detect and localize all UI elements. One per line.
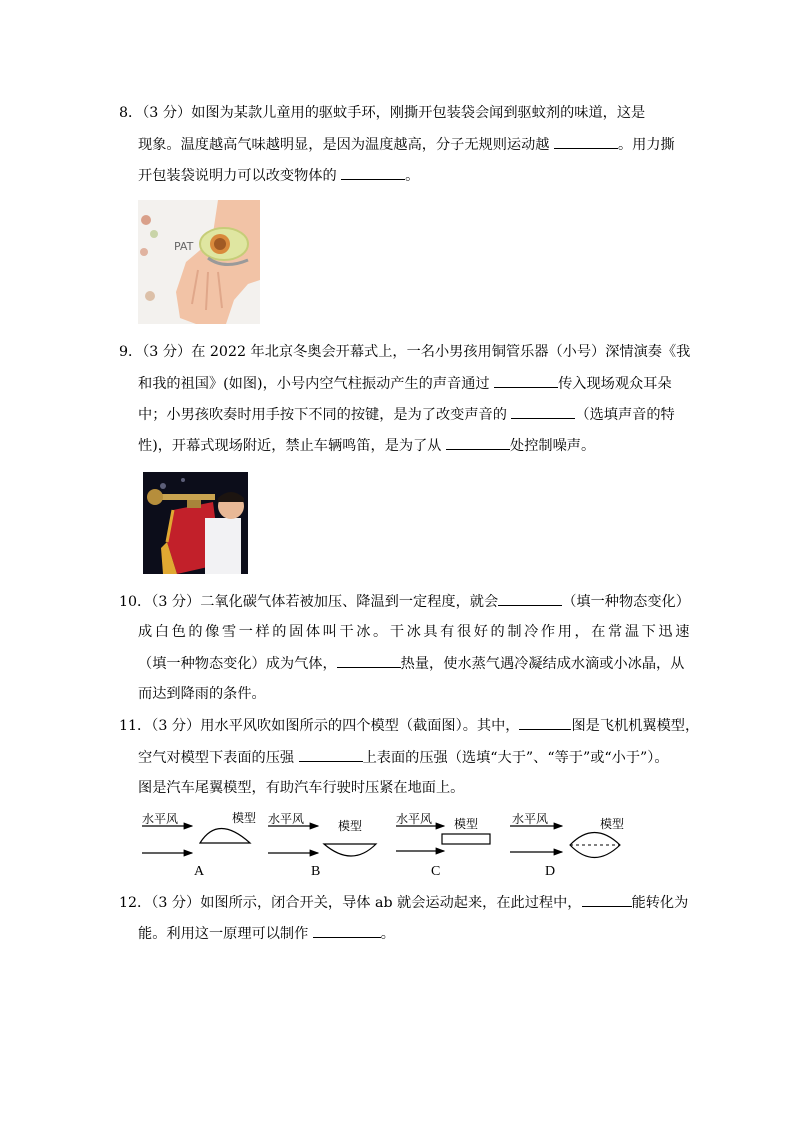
model-b-shape — [324, 844, 376, 856]
q11-line-2: 空气对模型下表面的压强 上表面的压强（选填“大于”、“等于”或“小于”）。 — [138, 747, 669, 768]
q10-line-4: 而达到降雨的条件。 — [138, 686, 266, 702]
model-a-shape — [200, 829, 250, 844]
q8-line-1: 8．（3 分）如图为某款儿童用的驱蚊手环，刚撕开包装袋会闻到驱蚊剂的味道，这是 — [119, 105, 646, 121]
q12-blank-2[interactable] — [313, 923, 381, 938]
wind-label-a: 水平风 — [142, 812, 179, 826]
q10-blank-1[interactable] — [498, 591, 562, 606]
q11-blank-1[interactable] — [519, 715, 571, 730]
q9-blank-1[interactable] — [494, 373, 558, 388]
model-label-b: 模型 — [338, 819, 363, 833]
q12-blank-1[interactable] — [582, 892, 632, 907]
letter-d: D — [545, 864, 556, 879]
q8-line-3: 开包装袋说明力可以改变物体的 。 — [138, 165, 419, 186]
trumpet-boy-photo — [143, 472, 248, 574]
model-label-d: 模型 — [600, 817, 625, 831]
wind-label-b: 水平风 — [268, 812, 305, 826]
q11-blank-2[interactable] — [299, 747, 363, 762]
q9-line-3: 中；小男孩吹奏时用手按下不同的按键，是为了改变声音的 （选填声音的特 — [138, 404, 675, 425]
q10-line-2: 成白色的像雪一样的固体叫干冰。干冰具有很好的制冷作用，在常温下迅速 — [138, 624, 692, 640]
q8-line-2: 现象。温度越高气味越明显，是因为温度越高，分子无规则运动越 。用力撕 — [138, 134, 675, 155]
bracelet-box-text: PAT — [174, 240, 194, 253]
q8-blank-2[interactable] — [341, 165, 405, 180]
model-label-c: 模型 — [454, 817, 479, 831]
q9-blank-3[interactable] — [446, 435, 510, 450]
q9-line-1: 9．（3 分）在 2022 年北京冬奥会开幕式上，一名小男孩用铜管乐器（小号）深情演奏《我 — [119, 344, 691, 360]
wind-label-c: 水平风 — [396, 812, 433, 826]
q9-line-4: 性)，开幕式现场附近，禁止车辆鸣笛，是为了从 处控制噪声。 — [138, 435, 595, 456]
q12-line-1: 12．（3 分）如图所示，闭合开关，导体 ab 就会运动起来，在此过程中， 能转化为 — [119, 892, 688, 913]
model-label-a: 模型 — [232, 811, 257, 825]
letter-b: B — [311, 864, 321, 879]
wing-models-diagram — [138, 806, 658, 886]
model-c-shape — [442, 834, 490, 844]
q10-line-1: 10．（3 分）二氧化碳气体若被加压、降温到一定程度，就会 （填一种物态变化） — [119, 591, 690, 612]
q11-line-1: 11．（3 分）用水平风吹如图所示的四个模型（截面图）。其中， 图是飞机机翼模型， — [119, 715, 699, 736]
q11-line-3: 图是汽车尾翼模型，有助汽车行驶时压紧在地面上。 — [138, 780, 465, 796]
q10-blank-2[interactable] — [337, 653, 401, 668]
wind-label-d: 水平风 — [512, 812, 549, 826]
q9-blank-2[interactable] — [511, 404, 575, 419]
letter-c: C — [431, 864, 441, 879]
q12-line-2: 能。利用这一原理可以制作 。 — [138, 923, 395, 944]
letter-a: A — [194, 864, 205, 879]
q9-line-2: 和我的祖国》(如图)，小号内空气柱振动产生的声音通过 传入现场观众耳朵 — [138, 373, 672, 394]
q10-line-3: （填一种物态变化）成为气体， 热量，使水蒸气遇冷凝结成水滴或小冰晶，从 — [138, 653, 684, 674]
q8-blank-1[interactable] — [554, 134, 618, 149]
mosquito-bracelet-photo — [138, 200, 260, 324]
